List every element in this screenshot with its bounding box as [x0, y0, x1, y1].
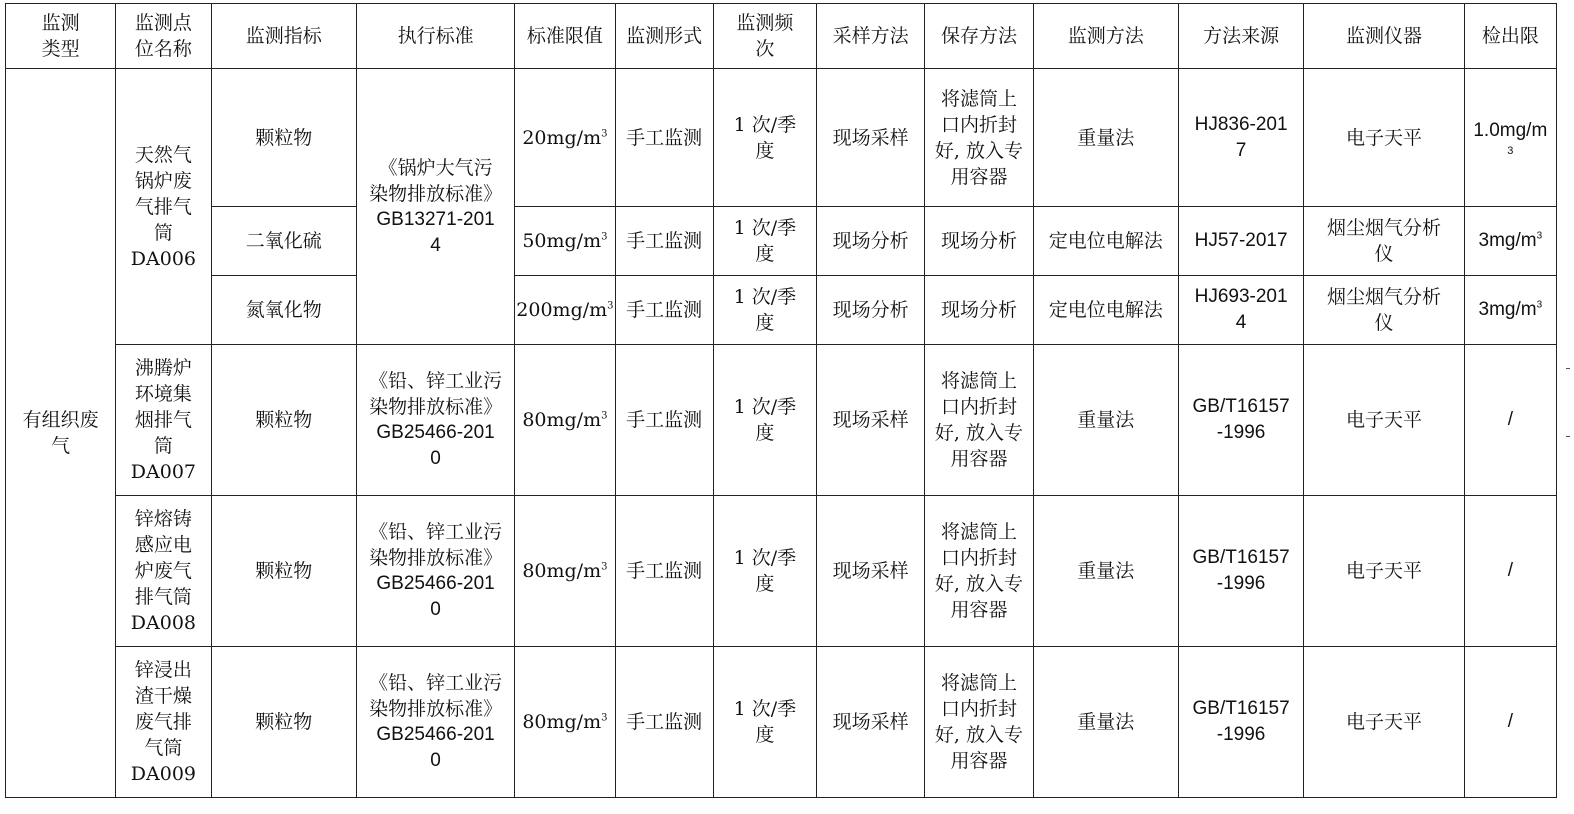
header-freq: 监测频 次 — [713, 4, 816, 69]
point-cell: 锌浸出 渣干燥 废气排 气筒 DA009 — [116, 647, 211, 798]
method-cell: 重量法 — [1033, 69, 1178, 207]
freq-cell: 1 次/季 度 — [713, 345, 816, 496]
source-cell: HJ836-201 7 — [1178, 69, 1303, 207]
table-row — [6, 276, 1557, 345]
source-cell: GB/T16157 -1996 — [1178, 496, 1303, 647]
sampling-cell: 现场分析 — [817, 207, 925, 276]
header-type: 监测 类型 — [6, 4, 116, 69]
limit-cell: $80mg/m^3$ — [515, 345, 615, 496]
detection-cell: 1.0mg/m 3 — [1464, 69, 1556, 207]
sampling-cell: 现场采样 — [817, 496, 925, 647]
source-cell: GB/T16157 -1996 — [1178, 345, 1303, 496]
limit-cell: $50mg/m^3$ — [515, 207, 615, 276]
header-storage: 保存方法 — [925, 4, 1033, 69]
method-cell: 定电位电解法 — [1033, 276, 1178, 345]
header-indicator: 监测指标 — [211, 4, 356, 69]
indicator-cell: 二氧化硫 — [211, 207, 356, 276]
sampling-cell: 现场采样 — [817, 345, 925, 496]
storage-cell: 将滤筒上 口内折封 好, 放入专 用容器 — [925, 496, 1033, 647]
standard-cell: 《锅炉大气污 染物排放标准》 GB13271-201 4 — [356, 69, 514, 345]
freq-cell: 1 次/季 度 — [713, 496, 816, 647]
source-cell: HJ57-2017 — [1178, 207, 1303, 276]
freq-cell: 1 次/季 度 — [713, 647, 816, 798]
standard-cell: 《铅、锌工业污 染物排放标准》 GB25466-201 0 — [356, 345, 514, 496]
instrument-cell: 烟尘烟气分析 仪 — [1304, 276, 1464, 345]
form-cell: 手工监测 — [615, 276, 713, 345]
detection-cell: / — [1464, 647, 1556, 798]
indicator-cell: 氮氧化物 — [211, 276, 356, 345]
limit-cell: $20mg/m^3$ — [515, 69, 615, 207]
header-method: 监测方法 — [1033, 4, 1178, 69]
header-limit: 标准限值 — [515, 4, 615, 69]
page-edge-mark — [1566, 368, 1570, 369]
sampling-cell: 现场采样 — [817, 647, 925, 798]
freq-cell: 1 次/季 度 — [713, 207, 816, 276]
header-standard: 执行标准 — [356, 4, 514, 69]
table-row — [6, 647, 1557, 798]
form-cell: 手工监测 — [615, 496, 713, 647]
limit-cell: $80mg/m^3$ — [515, 647, 615, 798]
form-cell: 手工监测 — [615, 207, 713, 276]
indicator-cell: 颗粒物 — [211, 647, 356, 798]
freq-cell: 1 次/季 度 — [713, 276, 816, 345]
type-cell: 有组织废 气 — [6, 69, 116, 798]
indicator-cell: 颗粒物 — [211, 496, 356, 647]
instrument-cell: 电子天平 — [1304, 69, 1464, 207]
header-form: 监测形式 — [615, 4, 713, 69]
detection-cell: / — [1464, 345, 1556, 496]
sampling-cell: 现场分析 — [817, 276, 925, 345]
page-edge-mark — [1566, 436, 1570, 437]
point-cell: 天然气 锅炉废 气排气 筒 DA006 — [116, 69, 211, 345]
standard-cell: 《铅、锌工业污 染物排放标准》 GB25466-201 0 — [356, 647, 514, 798]
form-cell: 手工监测 — [615, 647, 713, 798]
table-row — [6, 207, 1557, 276]
monitoring-table — [5, 3, 1557, 798]
sampling-cell: 现场采样 — [817, 69, 925, 207]
table-row — [6, 69, 1557, 207]
instrument-cell: 电子天平 — [1304, 647, 1464, 798]
header-point: 监测点 位名称 — [116, 4, 211, 69]
limit-cell: $80mg/m^3$ — [515, 496, 615, 647]
header-row — [6, 4, 1557, 69]
method-cell: 重量法 — [1033, 647, 1178, 798]
header-sampling: 采样方法 — [817, 4, 925, 69]
detection-cell: / — [1464, 496, 1556, 647]
limit-cell: $200mg/m^3$ — [515, 276, 615, 345]
point-cell: 锌熔铸 感应电 炉废气 排气筒 DA008 — [116, 496, 211, 647]
method-cell: 重量法 — [1033, 496, 1178, 647]
point-cell: 沸腾炉 环境集 烟排气 筒 DA007 — [116, 345, 211, 496]
header-instrument: 监测仪器 — [1304, 4, 1464, 69]
method-cell: 定电位电解法 — [1033, 207, 1178, 276]
indicator-cell: 颗粒物 — [211, 345, 356, 496]
instrument-cell: 烟尘烟气分析 仪 — [1304, 207, 1464, 276]
detection-cell: $3mg/m^3$ — [1464, 207, 1556, 276]
table-row — [6, 496, 1557, 647]
form-cell: 手工监测 — [615, 69, 713, 207]
table-row — [6, 345, 1557, 496]
instrument-cell: 电子天平 — [1304, 345, 1464, 496]
form-cell: 手工监测 — [615, 345, 713, 496]
indicator-cell: 颗粒物 — [211, 69, 356, 207]
instrument-cell: 电子天平 — [1304, 496, 1464, 647]
header-detection: 检出限 — [1464, 4, 1556, 69]
storage-cell: 将滤筒上 口内折封 好, 放入专 用容器 — [925, 647, 1033, 798]
storage-cell: 将滤筒上 口内折封 好, 放入专 用容器 — [925, 69, 1033, 207]
source-cell: HJ693-201 4 — [1178, 276, 1303, 345]
storage-cell: 现场分析 — [925, 207, 1033, 276]
detection-cell: $3mg/m^3$ — [1464, 276, 1556, 345]
standard-cell: 《铅、锌工业污 染物排放标准》 GB25466-201 0 — [356, 496, 514, 647]
header-source: 方法来源 — [1178, 4, 1303, 69]
method-cell: 重量法 — [1033, 345, 1178, 496]
freq-cell: 1 次/季 度 — [713, 69, 816, 207]
source-cell: GB/T16157 -1996 — [1178, 647, 1303, 798]
storage-cell: 现场分析 — [925, 276, 1033, 345]
storage-cell: 将滤筒上 口内折封 好, 放入专 用容器 — [925, 345, 1033, 496]
